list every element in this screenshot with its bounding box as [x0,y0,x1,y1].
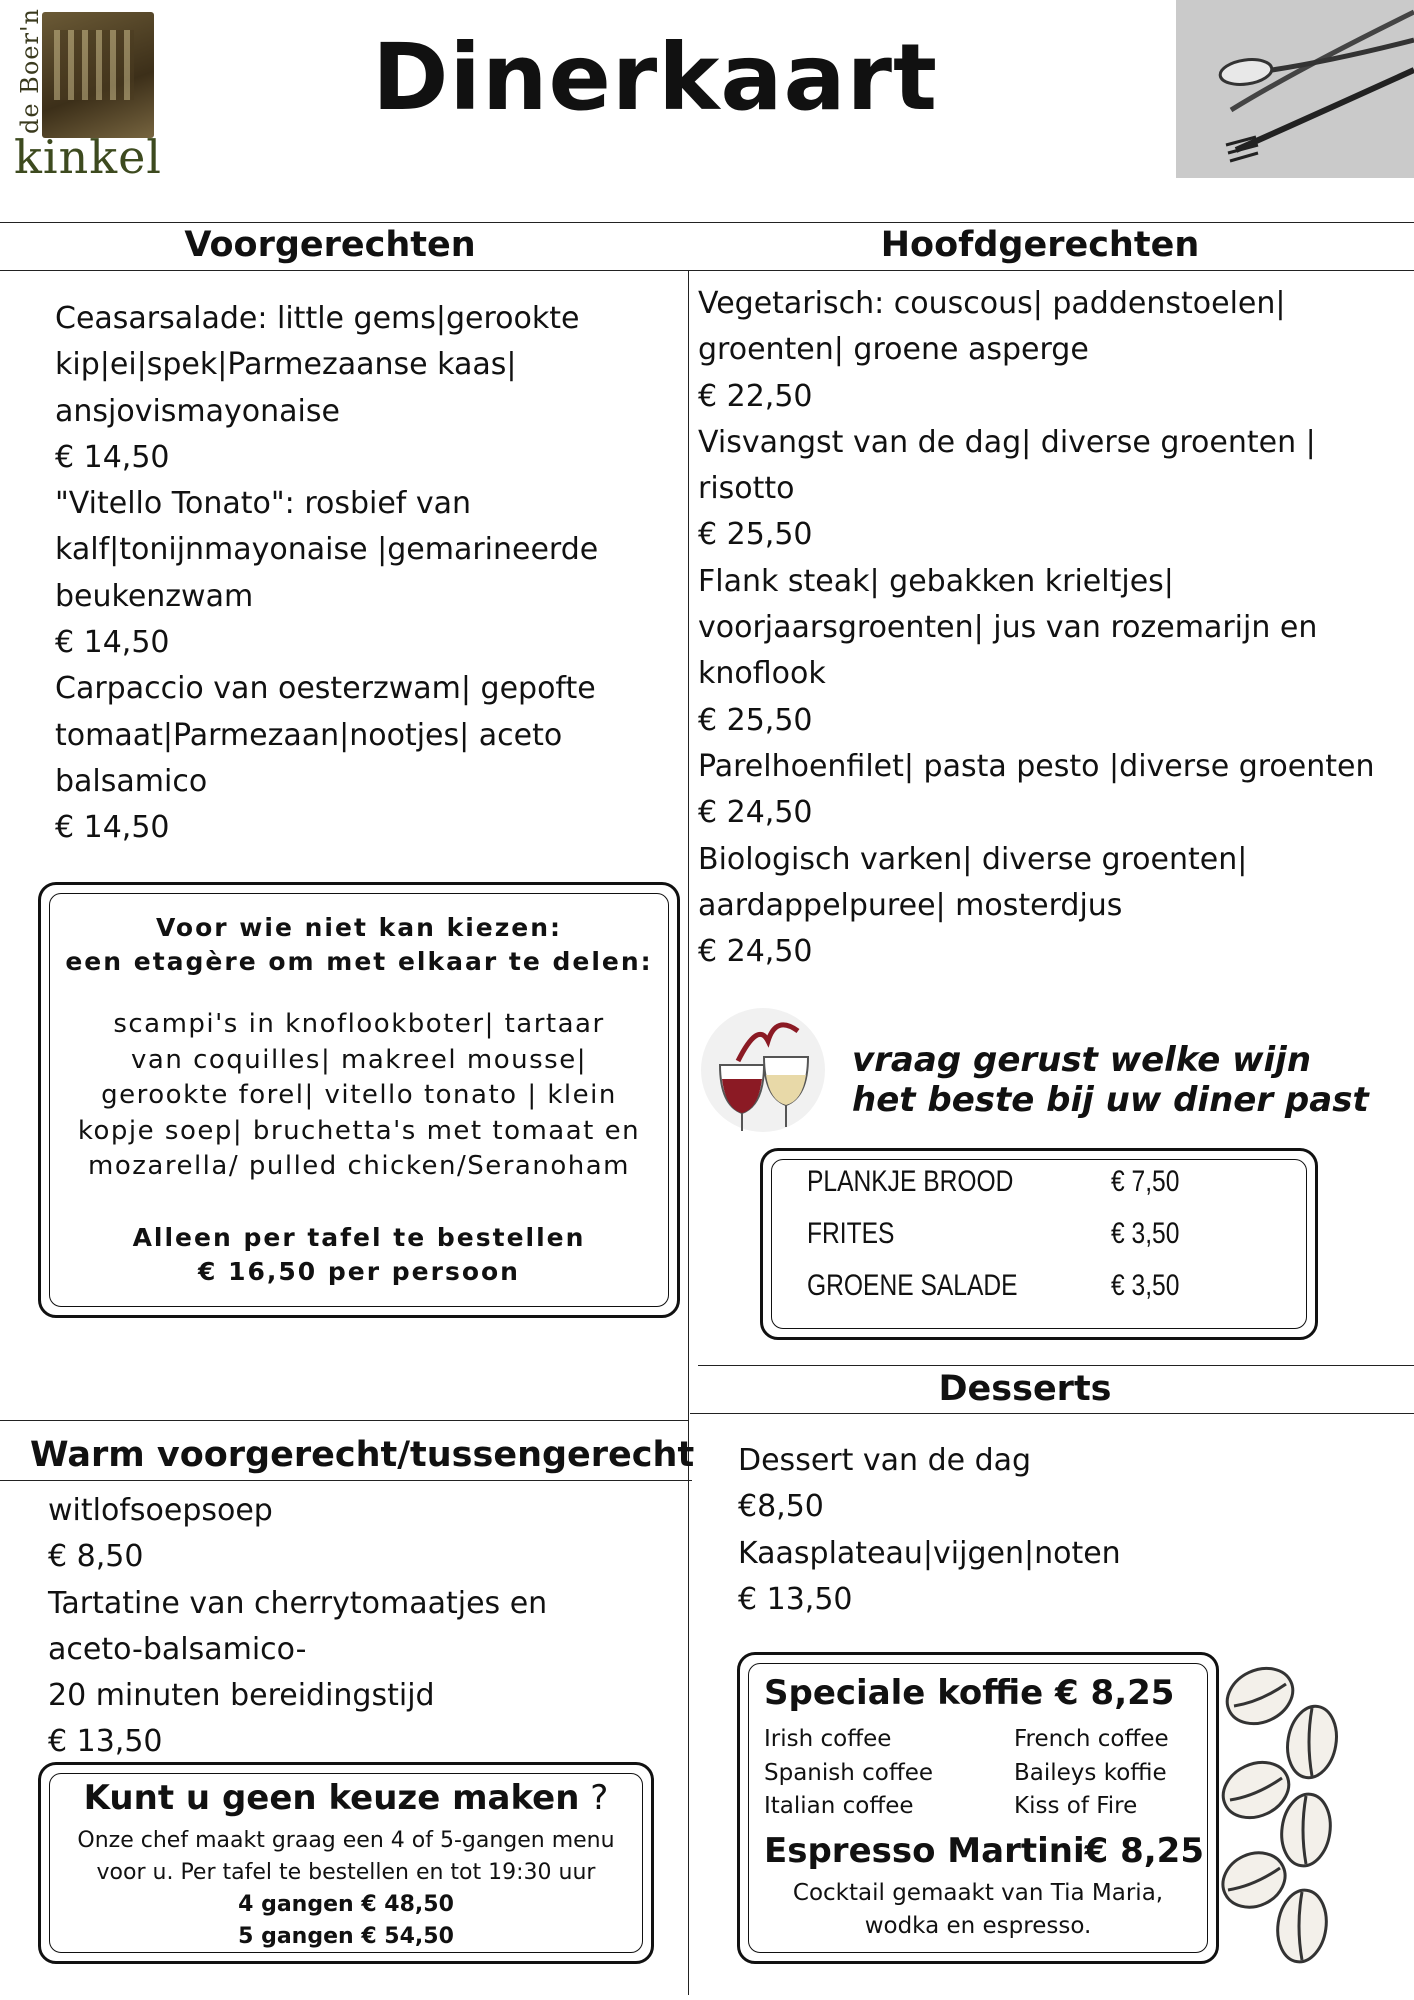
keuze-box [38,1762,654,1964]
menu-line: Carpaccio van oesterzwam| gepofte [55,671,596,707]
menu-price: € 24,50 [698,934,813,970]
logo-side-text: de Boer'n [16,8,44,135]
menu-line: knoflook [698,656,826,692]
etagere-line: gerookte forel| vitello tonato | klein [101,1080,617,1110]
koffie-box [737,1652,1219,1964]
menu-line: witlofsoepsoep [48,1493,273,1528]
menu-line: beukenzwam [55,578,254,614]
menu-line: Ceasarsalade: little gems|gerookte [55,301,580,336]
menu-line: groenten| groene asperge [698,332,1089,368]
etagere-heading: een etagère om met elkaar te delen: [65,947,653,976]
etagere-line: van coquilles| makreel mousse| [131,1044,587,1075]
menu-line: Tartatine van cherrytomaatjes en [48,1585,548,1621]
menu-price: € 22,50 [698,378,813,414]
menu-line: "Vitello Tonato": rosbief van [55,486,472,522]
etagere-price: € 16,50 per persoon [198,1257,520,1286]
koffie-item: Kiss of Fire [1014,1793,1138,1819]
menu-line: aceto-balsamico- [48,1631,307,1667]
menu-price: € 25,50 [698,517,813,553]
koffie-item: Spanish coffee [764,1759,933,1786]
sides-box [760,1148,1318,1340]
menu-price: €8,50 [738,1489,824,1525]
menu-line: balsamico [55,763,208,799]
menu-price: € 14,50 [55,625,170,661]
koffie-item: Italian coffee [764,1793,914,1819]
side-name: PLANKJE BROOD [807,1165,1014,1198]
menu-line: Vegetarisch: couscous| paddenstoelen| [698,286,1286,321]
column-divider [688,270,689,1995]
side-price: € 3,50 [1111,1217,1180,1250]
etagere-line: scampi's in knoflookboter| tartaar [113,1009,605,1039]
divider [0,1420,688,1421]
menu-price: € 14,50 [55,810,170,846]
voorgerechten-list [55,296,675,852]
menu-price: € 13,50 [48,1724,163,1760]
menu-price: € 14,50 [55,439,170,475]
menu-line: Parelhoenfilet| pasta pesto |diverse groenten [698,748,1375,784]
voorgerechten-heading: Voorgerechten [184,225,476,265]
wine-glasses-image [698,1005,828,1141]
keuze-price: 4 gangen € 48,50 [238,1892,454,1917]
menu-line: Biologisch varken| diverse groenten| [698,841,1248,877]
keuze-heading-mark: ? [590,1778,609,1818]
menu-line: Visvangst van de dag| diverse groenten | [698,424,1316,460]
koffie-heading: Speciale koffie € 8,25 [764,1673,1175,1713]
cutlery-image [1176,0,1414,178]
koffie-item: French coffee [1014,1726,1169,1752]
keuze-heading: Kunt u geen keuze maken [83,1778,580,1818]
menu-price: € 24,50 [698,795,813,831]
koffie-item: Irish coffee [764,1726,892,1752]
side-price: € 7,50 [1111,1165,1180,1198]
menu-line: voorjaarsgroenten| jus van rozemarijn en [698,610,1318,646]
martini-desc: Cocktail gemaakt van Tia Maria, [792,1880,1164,1906]
logo-main-text: kinkel [14,130,163,184]
etagere-line: mozarella/ pulled chicken/Seranoham [88,1151,630,1181]
desserts-list [738,1438,1338,1623]
warm-heading: Warm voorgerecht/tussengerecht [30,1435,695,1475]
desserts-heading: Desserts [938,1369,1112,1409]
coffee-beans-image [1220,1650,1350,1970]
menu-price: € 8,50 [48,1539,144,1575]
hoofdgerechten-heading: Hoofdgerechten [880,225,1200,265]
divider [0,270,1414,271]
koffie-item: Baileys koffie [1014,1759,1167,1786]
menu-line: Dessert van de dag [738,1443,1032,1478]
divider [690,1413,1414,1414]
menu-line: aardappelpuree| mosterdjus [698,887,1123,923]
keuze-price: 5 gangen € 54,50 [238,1924,454,1949]
menu-line: kip|ei|spek|Parmezaanse kaas| [55,347,517,383]
menu-line: Flank steak| gebakken krieltjes| [698,563,1174,599]
keuze-line: voor u. Per tafel te bestellen en tot 19:30 uur [96,1860,596,1885]
side-price: € 3,50 [1111,1269,1180,1302]
hoofdgerechten-list [698,281,1414,975]
etagere-box [38,882,680,1318]
warm-list [48,1488,668,1766]
page-title: Dinerkaart [372,24,938,131]
menu-price: € 13,50 [738,1581,853,1617]
menu-line: risotto [698,471,795,507]
divider [0,1480,692,1481]
side-name: GROENE SALADE [807,1269,1018,1302]
menu-line: 20 minuten bereidingstijd [48,1678,435,1714]
martini-heading: Espresso Martini€ 8,25 [764,1831,1204,1871]
wine-advice: vraag gerust welke wijn het beste bij uw diner past [852,1040,1369,1120]
menu-line: tomaat|Parmezaan|nootjes| aceto [55,717,563,753]
martini-desc: wodka en espresso. [864,1913,1092,1939]
side-name: FRITES [807,1217,895,1250]
menu-line: ansjovismayonaise [55,393,340,429]
menu-line: Kaasplateau|vijgen|noten [738,1535,1121,1571]
menu-price: € 25,50 [698,702,813,738]
etagere-footer: Alleen per tafel te bestellen [132,1223,586,1252]
etagere-heading: Voor wie niet kan kiezen: [155,913,563,942]
menu-line: kalf|tonijnmayonaise |gemarineerde [55,532,599,568]
etagere-line: kopje soep| bruchetta's met tomaat en [77,1115,641,1146]
keuze-line: Onze chef maakt graag een 4 of 5-gangen menu [77,1828,615,1853]
